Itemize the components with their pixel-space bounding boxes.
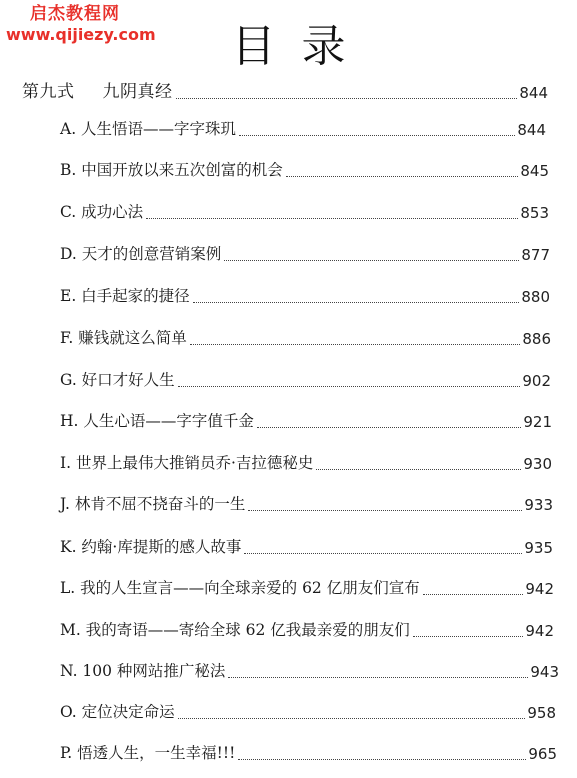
toc-entry-a[interactable] (60, 122, 546, 138)
dot-leader (239, 134, 515, 136)
dot-leader (146, 217, 518, 219)
toc-entry-g[interactable] (60, 373, 551, 389)
entry-page-number: 844 (517, 120, 546, 139)
entry-page-number: 933 (524, 495, 553, 514)
entry-page-number: 930 (523, 454, 552, 473)
toc-entry-h[interactable] (60, 414, 552, 430)
entry-label: J. 林肯不屈不挠奋斗的一生 (60, 495, 246, 513)
toc-entry-d[interactable] (60, 247, 550, 263)
entry-label: M. 我的寄语——寄给全球 62 亿我最亲爱的朋友们 (60, 621, 410, 639)
dot-leader (228, 676, 528, 678)
toc-entry-f[interactable] (60, 331, 551, 347)
dot-leader (286, 175, 519, 177)
toc-entry-m[interactable] (60, 623, 554, 639)
toc-entry-j[interactable] (60, 497, 553, 513)
toc-entry-i[interactable] (60, 456, 552, 472)
entry-page-number: 845 (520, 161, 549, 180)
toc-chapter-row[interactable] (22, 84, 548, 101)
page-title: 目录 (231, 21, 372, 72)
entry-page-number: 853 (520, 203, 549, 222)
chapter-label (22, 84, 173, 101)
entry-label: L. 我的人生宣言——向全球亲爱的 62 亿朋友们宣布 (60, 579, 420, 597)
dot-leader (176, 97, 518, 99)
toc-entry-p[interactable] (60, 746, 557, 762)
dot-leader (190, 343, 521, 345)
entry-page-number: 942 (525, 579, 554, 598)
entry-page-number: 902 (522, 371, 551, 390)
chapter-name: 九阴真经 (102, 82, 173, 102)
watermark-site-name: 启杰教程网 (30, 4, 120, 24)
entry-label: G. 好口才好人生 (60, 371, 175, 389)
entry-page-number: 942 (525, 621, 554, 640)
dot-leader (238, 758, 526, 760)
dot-leader (178, 717, 526, 719)
toc-entry-o[interactable] (60, 705, 556, 721)
entry-label: I. 世界上最伟大推销员乔·吉拉德秘史 (60, 454, 314, 472)
toc-entry-l[interactable] (60, 581, 554, 597)
chapter-number: 第九式 (22, 82, 75, 102)
dot-leader (413, 635, 524, 637)
entry-page-number: 958 (527, 703, 556, 722)
entry-label: A. 人生悟语——字字珠玑 (60, 120, 237, 138)
entry-label: F. 赚钱就这么简单 (60, 329, 187, 347)
dot-leader (423, 593, 524, 595)
entry-label: O. 定位决定命运 (60, 703, 175, 721)
entry-page-number: 943 (530, 662, 559, 681)
entry-page-number: 965 (528, 744, 557, 763)
dot-leader (244, 552, 522, 554)
dot-leader (248, 509, 522, 511)
toc-entry-e[interactable] (60, 289, 550, 305)
entry-label: C. 成功心法 (60, 203, 144, 221)
entry-page-number: 935 (524, 538, 553, 557)
watermark-url: www.qijiezy.com (6, 25, 156, 44)
toc-entry-k[interactable] (60, 540, 553, 556)
entry-page-number: 886 (522, 329, 551, 348)
entry-label: H. 人生心语——字字值千金 (60, 412, 254, 430)
toc-entry-b[interactable] (60, 163, 549, 179)
chapter-page-number: 844 (519, 84, 548, 102)
toc-entry-n[interactable] (60, 664, 559, 680)
entry-label: N. 100 种网站推广秘法 (60, 662, 226, 680)
dot-leader (193, 301, 520, 303)
entry-page-number: 921 (523, 412, 552, 431)
entry-label: D. 天才的创意营销案例 (60, 245, 222, 263)
dot-leader (316, 468, 521, 470)
entry-label: P. 悟透人生，一生幸福!!! (60, 744, 236, 762)
entry-label: E. 白手起家的捷径 (60, 287, 190, 305)
entry-label: K. 约翰·库提斯的感人故事 (60, 538, 242, 556)
toc-entry-c[interactable] (60, 205, 549, 221)
dot-leader (178, 385, 521, 387)
dot-leader (257, 426, 521, 428)
dot-leader (224, 259, 519, 261)
entry-page-number: 877 (521, 245, 550, 264)
entry-label: B. 中国开放以来五次创富的机会 (60, 161, 283, 179)
entry-page-number: 880 (521, 287, 550, 306)
